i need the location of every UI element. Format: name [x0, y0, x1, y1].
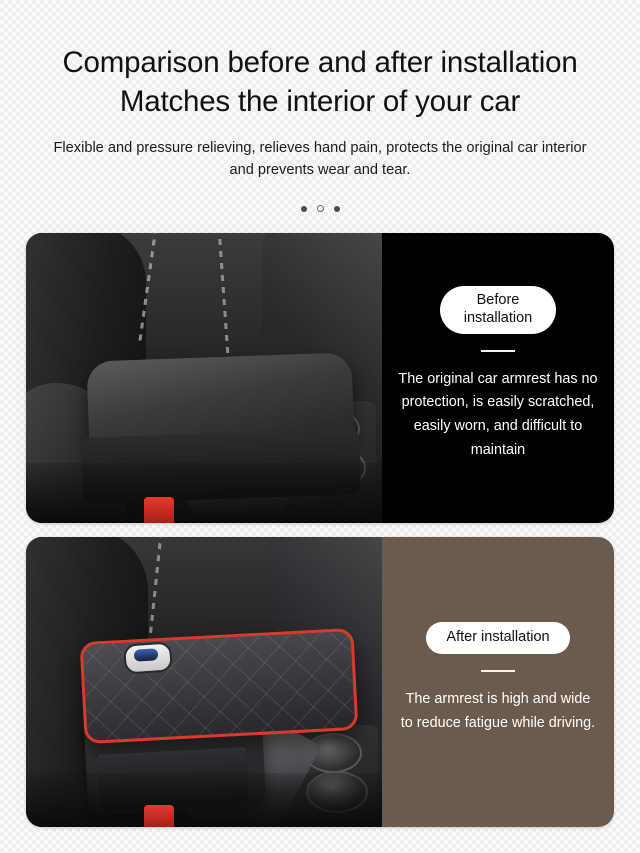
page-title-line-1: Comparison before and after installation [62, 46, 578, 79]
before-badge-line-1: Before [476, 292, 520, 309]
pagination-dot-1[interactable] [301, 206, 307, 212]
carousel-pagination[interactable] [26, 203, 614, 215]
after-description: The armrest is high and wide to reduce fatigue while driving. [400, 690, 596, 731]
before-description: The original car armrest has no protection, is easily scratched, easily worn, and difficult to maintain [398, 370, 598, 459]
page-title [26, 44, 614, 122]
pagination-dot-3[interactable] [334, 206, 340, 212]
car-armrest-before-photo [26, 233, 382, 523]
red-seat-lever [144, 805, 174, 827]
before-caption-block [382, 233, 614, 523]
page-title-line-2: Matches the interior of your car [119, 84, 521, 118]
before-badge-line-2: installation [463, 309, 533, 326]
before-badge [440, 286, 556, 333]
page-subtitle: Flexible and pressure relieving, relieves hand pain, protects the original car interior and prevents wear and tear. [53, 139, 587, 178]
car-armrest-after-photo [26, 537, 382, 827]
after-badge-label: After installation [446, 628, 550, 645]
pagination-dot-2[interactable] [317, 205, 324, 212]
armrest-cover-top-shape [80, 628, 359, 744]
red-seat-lever [144, 497, 174, 523]
photo-bottom-shadow [26, 463, 382, 523]
comparison-panel-after [26, 537, 614, 827]
comparison-panel-before [26, 233, 614, 523]
before-divider [481, 350, 515, 352]
after-badge [426, 622, 569, 654]
armrest-cover-emblem-inner [134, 648, 159, 662]
after-divider [481, 670, 515, 672]
photo-bottom-shadow [26, 773, 382, 827]
after-caption-block [382, 537, 614, 827]
